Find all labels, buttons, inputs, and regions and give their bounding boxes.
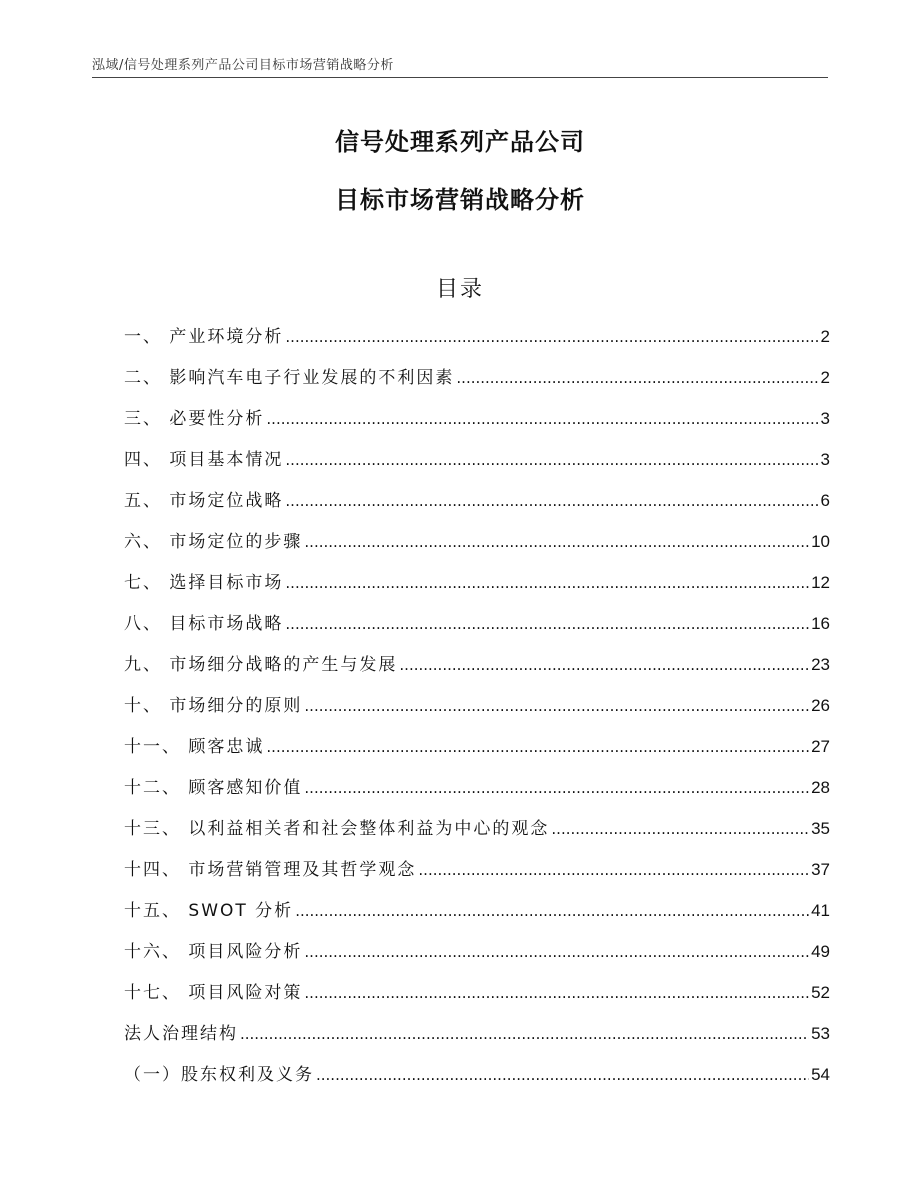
toc-entry[interactable] — [124, 322, 830, 363]
toc-entry-page: 16 — [811, 614, 830, 633]
header-divider — [92, 77, 828, 78]
toc-entry-label: 十、 市场细分的原则 — [124, 696, 303, 716]
toc-entry-page: 3 — [820, 409, 830, 428]
toc-entry-label: （一）股东权利及义务 — [124, 1065, 314, 1085]
toc-entry-label: 十七、 项目风险对策 — [124, 983, 303, 1003]
toc-entry-page: 2 — [820, 368, 830, 387]
toc-entry-page: 10 — [811, 532, 830, 551]
toc-entry[interactable] — [124, 363, 830, 404]
toc-entry[interactable] — [124, 445, 830, 486]
toc-dot-leader — [266, 738, 809, 756]
toc-dot-leader — [304, 779, 809, 797]
toc-entry-label: 十三、 以利益相关者和社会整体利益为中心的观念 — [124, 819, 550, 839]
toc-entry-label: 法人治理结构 — [124, 1024, 238, 1044]
toc-entry-label: 十一、 顾客忠诚 — [124, 737, 265, 757]
toc-entry[interactable] — [124, 568, 830, 609]
toc-entry[interactable] — [124, 773, 830, 814]
toc-dot-leader — [399, 656, 809, 674]
toc-entry-label: 十四、 市场营销管理及其哲学观念 — [124, 860, 417, 880]
toc-entry-page: 23 — [811, 655, 830, 674]
toc-entry[interactable] — [124, 978, 830, 1019]
toc-entry-label: 八、 目标市场战略 — [124, 614, 284, 634]
toc-dot-leader — [304, 697, 809, 715]
toc-dot-leader — [285, 574, 809, 592]
toc-dot-leader — [285, 451, 818, 469]
toc-entry[interactable] — [124, 486, 830, 527]
toc-entry-page: 28 — [811, 778, 830, 797]
toc-entry[interactable] — [124, 404, 830, 445]
toc-entry[interactable] — [124, 732, 830, 773]
toc-entry[interactable] — [124, 527, 830, 568]
toc-entry-page: 26 — [811, 696, 830, 715]
toc-entry[interactable] — [124, 814, 830, 855]
toc-entry[interactable] — [124, 1019, 830, 1060]
toc-entry-page: 52 — [811, 983, 830, 1002]
toc-entry-label: 九、 市场细分战略的产生与发展 — [124, 655, 398, 675]
toc-entry-page: 2 — [820, 327, 830, 346]
toc-entry-label: 一、 产业环境分析 — [124, 327, 284, 347]
toc-dot-leader — [551, 820, 809, 838]
toc-entry[interactable] — [124, 1060, 830, 1101]
toc-entry-label: 四、 项目基本情况 — [124, 450, 284, 470]
table-of-contents — [124, 322, 830, 1101]
toc-entry-page: 6 — [820, 491, 830, 510]
toc-entry-label: 十六、 项目风险分析 — [124, 942, 303, 962]
toc-dot-leader — [304, 943, 809, 961]
toc-entry-page: 3 — [820, 450, 830, 469]
document-title-line-1: 信号处理系列产品公司 — [335, 128, 585, 156]
toc-entry[interactable] — [124, 691, 830, 732]
toc-entry-page: 35 — [811, 819, 830, 838]
toc-entry-page: 41 — [811, 901, 830, 920]
toc-dot-leader — [295, 902, 809, 920]
toc-entry-label: 五、 市场定位战略 — [124, 491, 284, 511]
toc-dot-leader — [316, 1066, 809, 1084]
toc-dot-leader — [285, 328, 818, 346]
toc-entry[interactable] — [124, 855, 830, 896]
toc-entry[interactable] — [124, 609, 830, 650]
toc-entry-page: 54 — [811, 1065, 830, 1084]
toc-dot-leader — [285, 615, 809, 633]
toc-dot-leader — [418, 861, 809, 879]
toc-entry-page: 37 — [811, 860, 830, 879]
toc-entry-label: 十五、 SWOT 分析 — [124, 901, 294, 921]
toc-dot-leader — [304, 984, 809, 1002]
toc-entry[interactable] — [124, 650, 830, 691]
toc-entry-label: 二、 影响汽车电子行业发展的不利因素 — [124, 368, 455, 388]
toc-entry-label: 七、 选择目标市场 — [124, 573, 284, 593]
toc-dot-leader — [266, 410, 818, 428]
toc-dot-leader — [304, 533, 809, 551]
document-title-line-2: 目标市场营销战略分析 — [335, 186, 585, 214]
toc-entry-page: 49 — [811, 942, 830, 961]
toc-entry-page: 12 — [811, 573, 830, 592]
page-header: 泓域/信号处理系列产品公司目标市场营销战略分析 — [92, 58, 394, 73]
toc-entry[interactable] — [124, 896, 830, 937]
toc-dot-leader — [240, 1025, 809, 1043]
toc-dot-leader — [285, 492, 818, 510]
toc-entry[interactable] — [124, 937, 830, 978]
toc-entry-page: 27 — [811, 737, 830, 756]
toc-entry-label: 六、 市场定位的步骤 — [124, 532, 303, 552]
toc-entry-label: 三、 必要性分析 — [124, 409, 265, 429]
toc-entry-page: 53 — [811, 1024, 830, 1043]
toc-heading: 目录 — [435, 277, 484, 302]
toc-dot-leader — [456, 369, 818, 387]
toc-entry-label: 十二、 顾客感知价值 — [124, 778, 303, 798]
